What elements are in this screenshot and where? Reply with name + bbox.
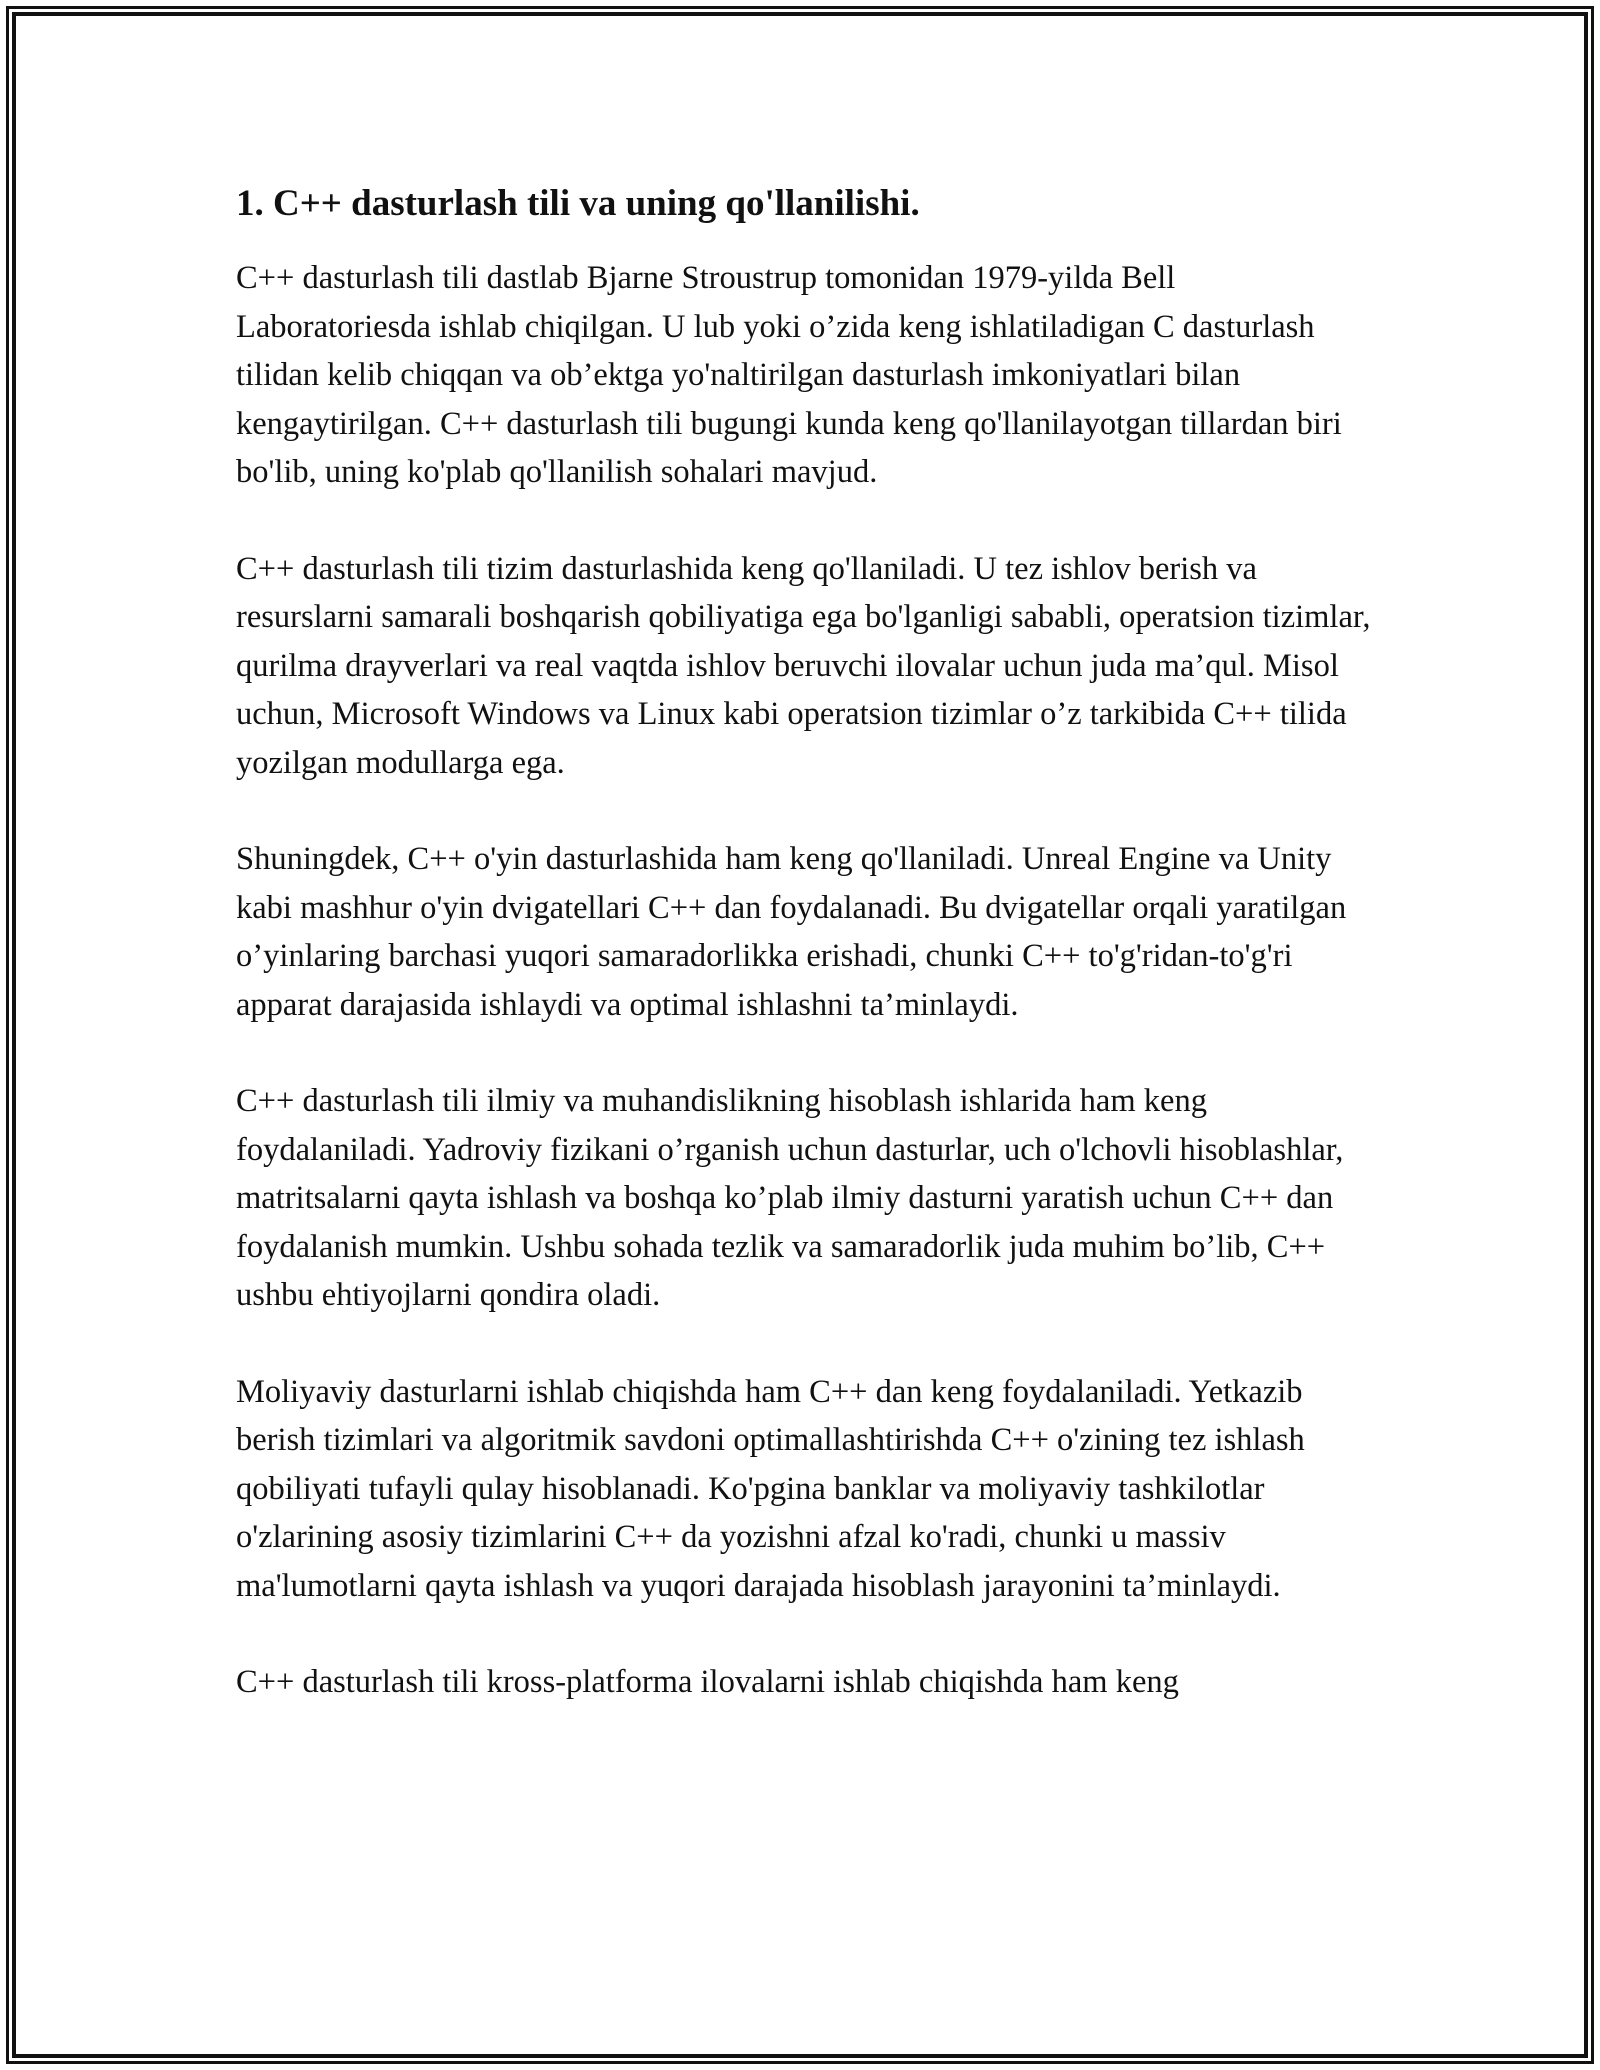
paragraph-game-development: Shuningdek, C++ o'yin dasturlashida ham keng qo'llaniladi. Unreal Engine va Unity kabi mashhur o'yin dvigatellari C++ dan foydalanadi. Bu dvigatellar orqali yaratilgan o’yinlaring barchasi yuqori samaradorlikka erishadi, chunki C++ to'g'ridan-to'g'ri apparat darajasida ishlaydi va optimal ishlashni ta’minlaydi.	[236, 841, 1347, 1023]
paragraph-cross-platform: C++ dasturlash tili kross-platforma ilovalarni ishlab chiqishda ham keng	[236, 1664, 1179, 1700]
paragraph-system-programming: C++ dasturlash tili tizim dasturlashida keng qo'llaniladi. U tez ishlov berish va resurslarni samarali boshqarish qobiliyatiga ega bo'lganligi sababli, operatsion tizimlar, qurilma drayverlari va real vaqtda ishlov beruvchi ilovalar uchun juda ma’qul. Misol uchun, Microsoft Windows va Linux kabi operatsion tizimlar o’z tarkibida C++ tilida yozilgan modullarga ega.	[236, 550, 1371, 781]
section-heading: 1. C++ dasturlash tili va uning qo'llanilishi.	[236, 183, 920, 224]
document-body	[236, 180, 1376, 1755]
paragraph-history: C++ dasturlash tili dastlab Bjarne Stroustrup tomonidan 1979-yilda Bell Laboratoriesda ishlab chiqilgan. U lub yoki o’zida keng ishlatiladigan C dasturlash tilidan kelib chiqqan va ob’ektga yo'naltirilgan dasturlash imkoniyatlari bilan kengaytirilgan. C++ dasturlash tili bugungi kunda keng qo'llanilayotgan tillardan biri bo'lib, uning ko'plab qo'llanilish sohalari mavjud.	[236, 260, 1342, 490]
paragraph-scientific-computing: C++ dasturlash tili ilmiy va muhandislikning hisoblash ishlarida ham keng foydalaniladi. Yadroviy fizikani o’rganish uchun dasturlar, uch o'lchovli hisoblashlar, matritsalarni qayta ishlash va boshqa ko’plab ilmiy dasturni yaratish uchun C++ dan foydalanish mumkin. Ushbu sohada tezlik va samaradorlik juda muhim bo’lib, C++ ushbu ehtiyojlarni qondira oladi.	[236, 1083, 1344, 1313]
paragraph-financial-software: Moliyaviy dasturlarni ishlab chiqishda ham C++ dan keng foydalaniladi. Yetkazib berish tizimlari va algoritmik savdoni optimallashtirishda C++ o'zining tez ishlash qobiliyati tufayli qulay hisoblanadi. Ko'pgina banklar va moliyaviy tashkilotlar o'zlarining asosiy tizimlarini C++ da yozishni afzal ko'radi, chunki u massiv ma'lumotlarni qayta ishlash va yuqori darajada hisoblash jarayonini ta’minlaydi.	[236, 1373, 1305, 1604]
